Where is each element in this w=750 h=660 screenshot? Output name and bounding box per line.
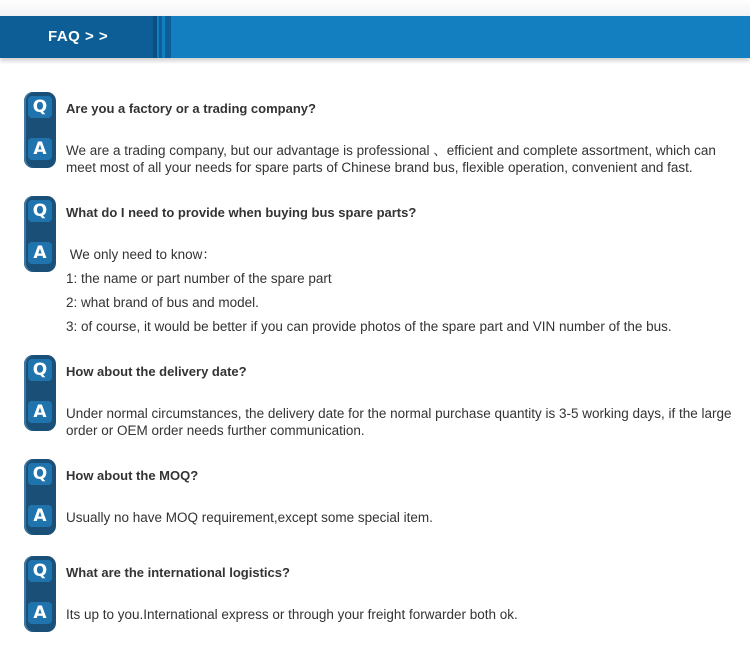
faq-answer: Its up to you.International express or through your freight forwarder both ok. [66,607,518,622]
header-stripe [165,16,171,58]
header-stripe [153,16,157,58]
faq-title: FAQ > > [48,28,109,45]
question-icon: Q [28,359,52,381]
faq-header-bar [0,16,750,58]
faq-answer: We are a trading company, but our advantage is professional 、efficient and complete assortment, which can meet most of all your needs for spare parts of Chinese brand bus, flexible operation, convenient and fast. [66,143,716,175]
answer-line: 2: what brand of bus and model. [66,295,259,310]
faq-answer [66,246,742,342]
qa-pill [24,459,56,535]
faq-question: How about the MOQ? [66,468,199,483]
question-icon: Q [28,96,52,118]
answer-icon: A [28,505,52,527]
answer-line: 3: of course, it would be better if you can provide photos of the spare part and VIN number of the bus. [66,319,672,334]
answer-icon: A [28,602,52,624]
faq-question: How about the delivery date? [66,364,247,379]
top-shadow [0,0,750,16]
answer-line: We only need to know： [66,247,216,262]
faq-answer: Usually no have MOQ requirement,except some special item. [66,510,433,525]
faq-tab [0,16,153,58]
qa-pill [24,92,56,168]
faq-question: What do I need to provide when buying bus spare parts? [66,205,417,220]
header-stripe [159,16,162,58]
answer-icon: A [28,401,52,423]
qa-pill [24,355,56,431]
answer-line: 1: the name or part number of the spare part [66,271,332,286]
question-icon: Q [28,463,52,485]
qa-pill [24,196,56,272]
answer-icon: A [28,242,52,264]
faq-question: Are you a factory or a trading company? [66,101,316,116]
qa-pill [24,556,56,632]
faq-answer: Under normal circumstances, the delivery date for the normal purchase quantity is 3-5 working days, if the large order or OEM order needs further communication. [66,406,732,438]
question-icon: Q [28,560,52,582]
answer-icon: A [28,138,52,160]
question-icon: Q [28,200,52,222]
faq-question: What are the international logistics? [66,565,290,580]
